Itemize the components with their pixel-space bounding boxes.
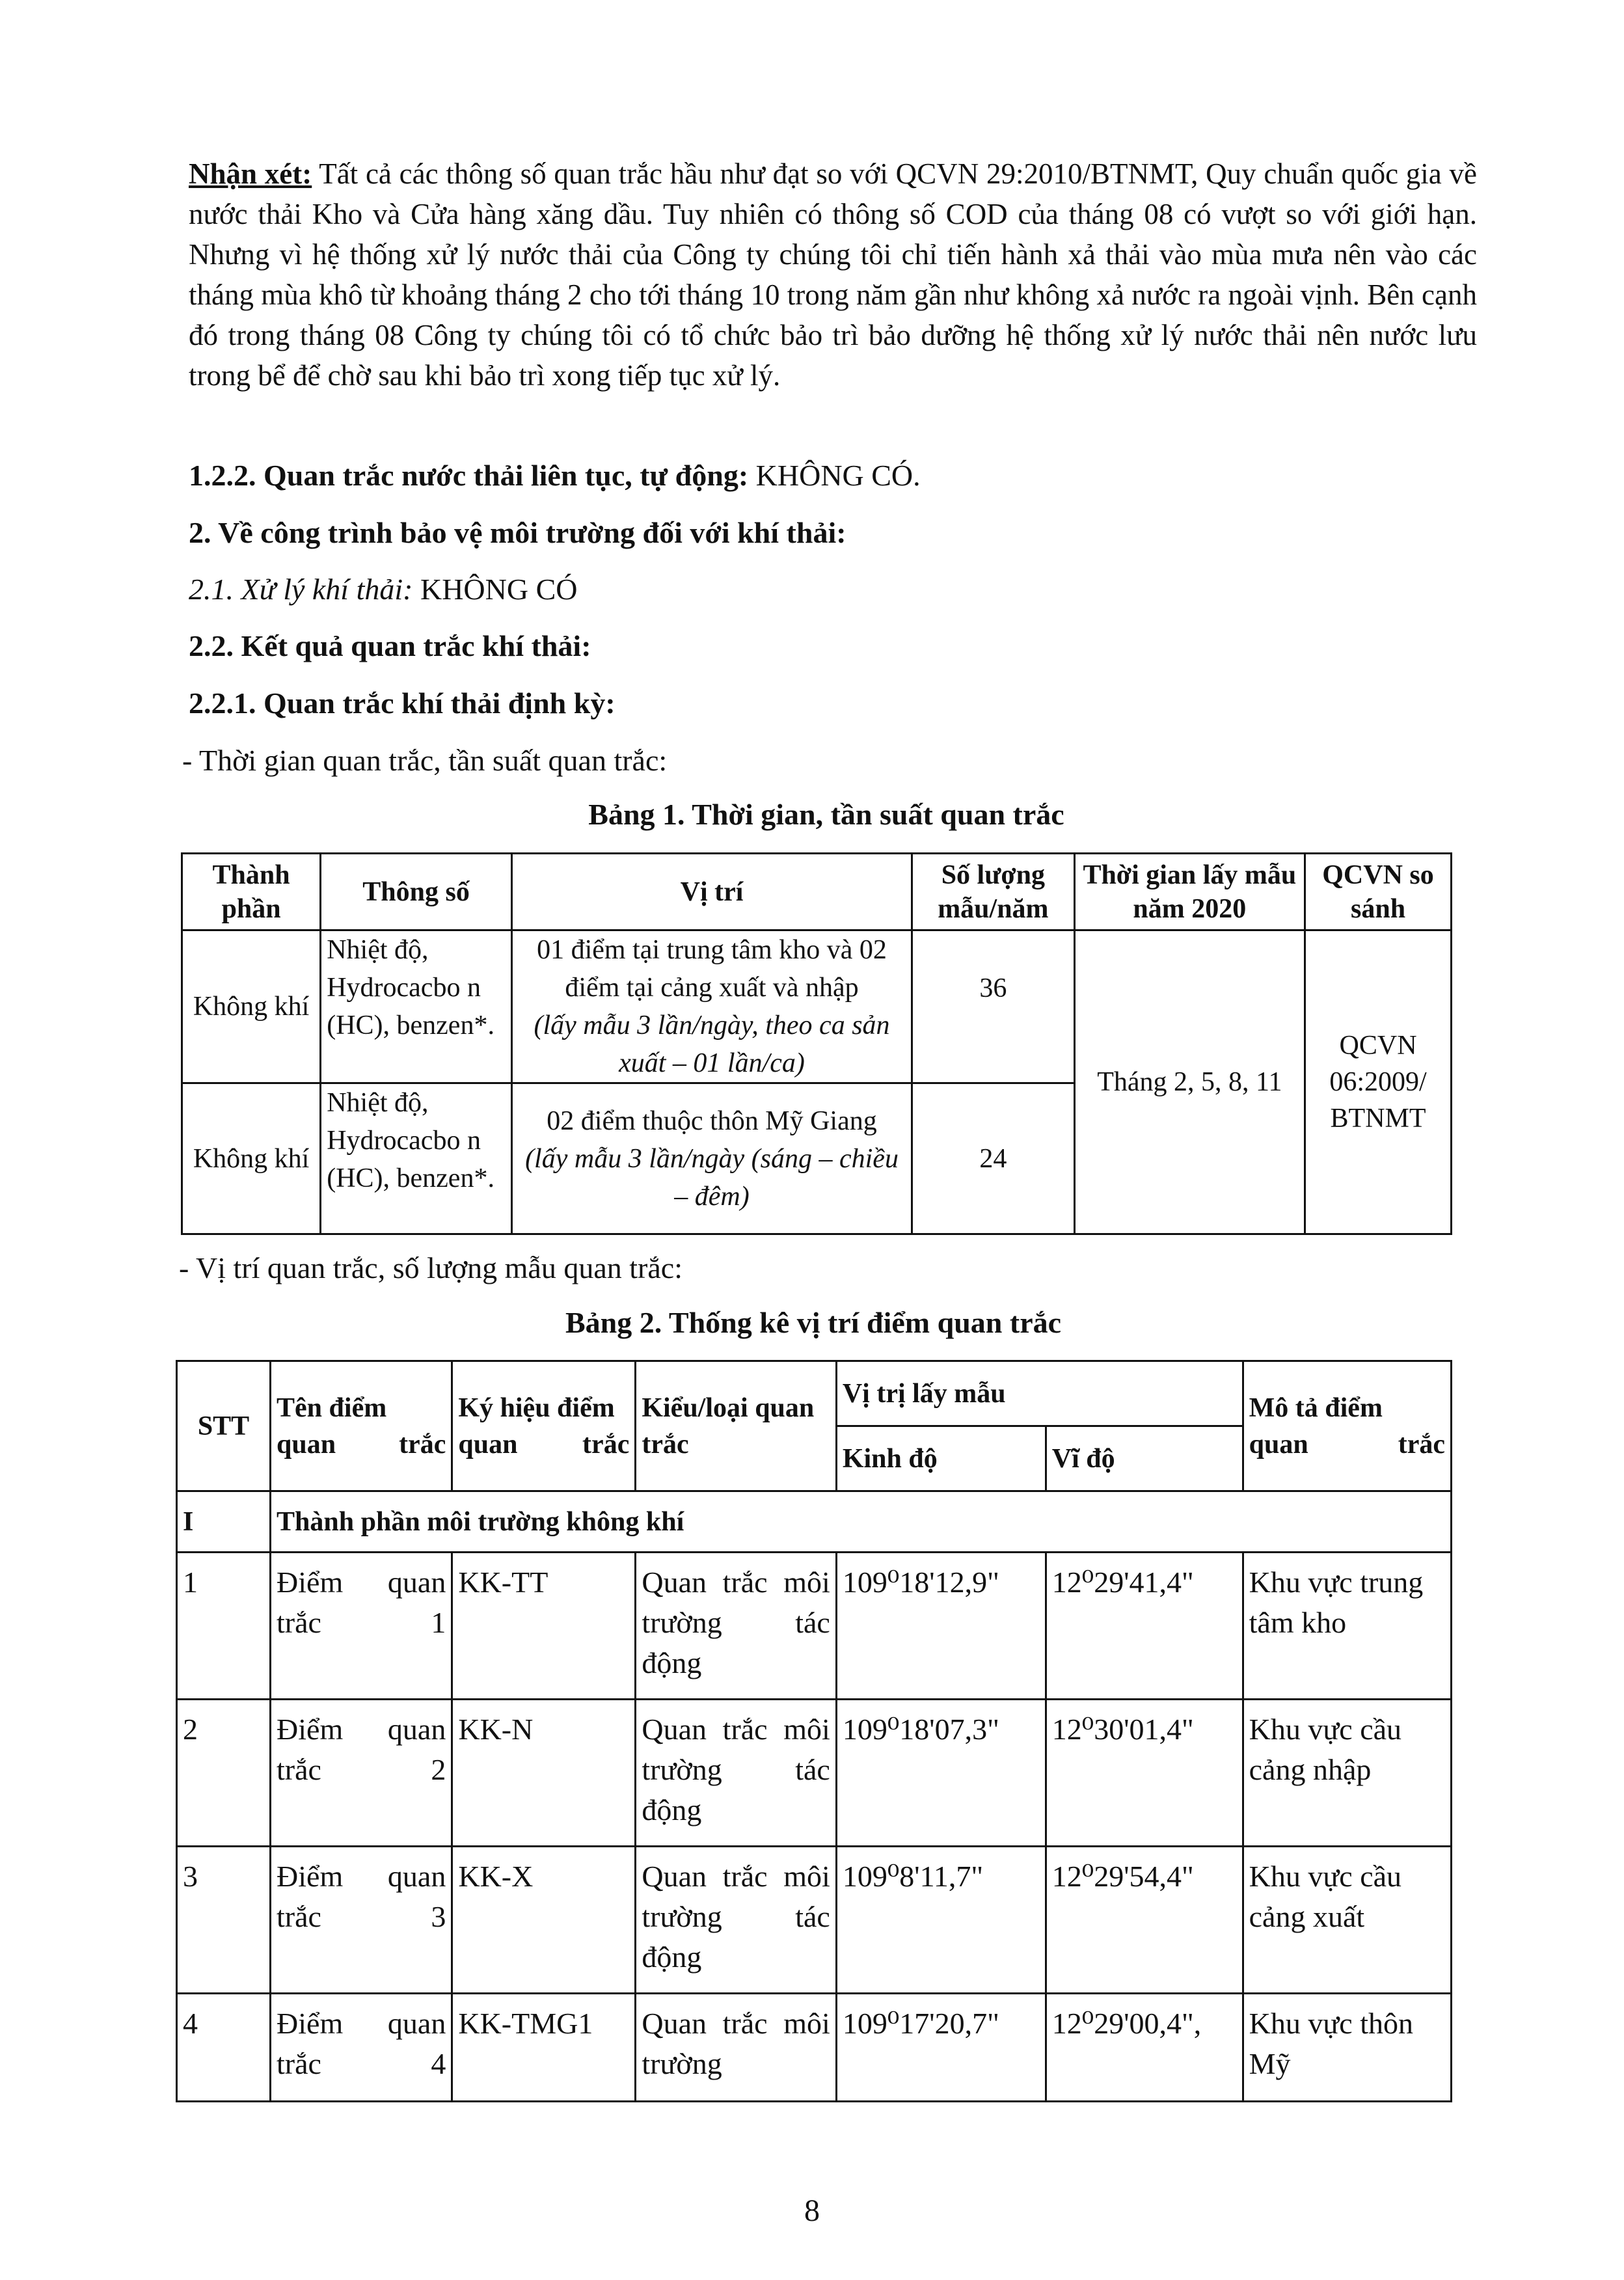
t1-r2-location: 02 điểm thuộc thôn Mỹ Giang — [547, 1106, 877, 1136]
t1-r1-count: 36 — [912, 930, 1075, 1083]
t2-header-location: Vị trị lấy mẫu — [836, 1361, 1243, 1426]
t2-r1-lon: 109⁰18'12,9" — [836, 1553, 1046, 1700]
t2-header-lat: Vĩ độ — [1046, 1426, 1243, 1491]
section-2-1-heading: 2.1. Xử lý khí thải: — [189, 573, 413, 606]
t2-header-stt: STT — [177, 1361, 271, 1491]
table-row — [177, 1994, 1452, 2102]
t2-group-no: I — [177, 1491, 271, 1553]
t2-r4-stt: 4 — [177, 1994, 271, 2102]
t2-r2-code: KK-N — [452, 1700, 636, 1847]
t2-header-code: Ký hiệu điểm quan trắc — [452, 1361, 636, 1491]
t2-r2-lon: 109⁰18'07,3" — [836, 1700, 1046, 1847]
section-2-2-1-heading: 2.2.1. Quan trắc khí thải định kỳ: — [189, 686, 616, 720]
t1-header-count: Số lượng mẫu/năm — [912, 854, 1075, 930]
t2-r3-desc: Khu vực cầu cảng xuất — [1243, 1847, 1451, 1994]
t1-r1-location-cell — [511, 930, 912, 1083]
t2-r3-type: Quan trắc môi trường tác động — [636, 1847, 837, 1994]
t1-header-qcvn: QCVN so sánh — [1305, 854, 1452, 930]
t1-header-location: Vị trí — [511, 854, 912, 930]
table2 — [176, 1360, 1452, 2102]
section-2-1 — [189, 569, 577, 610]
t1-r2-location-cell — [511, 1083, 912, 1234]
t2-r1-name: Điểm quan trắc 1 — [271, 1553, 452, 1700]
t1-r2-count: 24 — [912, 1083, 1075, 1234]
t1-r1-location: 01 điểm tại trung tâm kho và 02 điểm tại cảng xuất và nhập — [537, 935, 887, 1003]
t1-qcvn-merged: QCVN 06:2009/ BTNMT — [1305, 930, 1452, 1234]
section-1-2-2-heading: 1.2.2. Quan trắc nước thải liên tục, tự động: — [189, 459, 749, 492]
t2-r2-type: Quan trắc môi trường tác động — [636, 1700, 837, 1847]
t2-r1-desc: Khu vực trung tâm kho — [1243, 1553, 1451, 1700]
remark-text: Tất cả các thông số quan trắc hầu như đạt so với QCVN 29:2010/BTNMT, Quy chuẩn quốc gia về nước thải Kho và Cửa hàng xăng dầu. Tuy nhiên có thông số COD của tháng 08 có vượt so với giới hạn. Nhưng vì hệ thống xử lý nước thải của Công ty chúng tôi chỉ tiến hành xả thải vào mùa mưa nên vào các tháng mùa khô từ khoảng tháng 2 cho tới tháng 10 trong năm gần như không xả nước ra ngoài vịnh. Bên cạnh đó trong tháng 08 Công ty chúng tôi có tổ chức bảo trì bảo dưỡng hệ thống xử lý nước thải nên nước lưu trong bể để chờ sau khi bảo trì xong tiếp tục xử lý. — [189, 157, 1478, 392]
t1-r1-component: Không khí — [182, 930, 321, 1083]
t2-r2-lat: 12⁰30'01,4" — [1046, 1700, 1243, 1847]
page-number: 8 — [804, 2193, 820, 2228]
t1-r2-component: Không khí — [182, 1083, 321, 1234]
t2-r4-lat: 12⁰29'00,4", — [1046, 1994, 1243, 2102]
t2-r3-code: KK-X — [452, 1847, 636, 1994]
t2-header-lon: Kinh độ — [836, 1426, 1046, 1491]
table-row — [177, 1553, 1452, 1700]
t2-r4-code: KK-TMG1 — [452, 1994, 636, 2102]
t2-r1-stt: 1 — [177, 1553, 271, 1700]
t2-r3-stt: 3 — [177, 1847, 271, 1994]
table-row — [177, 1700, 1452, 1847]
t2-header-name: Tên điểm quan trắc — [271, 1361, 452, 1491]
bullet-location-samples: - Vị trí quan trắc, số lượng mẫu quan trắc: — [179, 1251, 683, 1284]
table2-caption: Bảng 2. Thống kê vị trí điểm quan trắc — [565, 1306, 1062, 1339]
t2-r4-desc: Khu vực thôn Mỹ — [1243, 1994, 1451, 2102]
t2-r4-name: Điểm quan trắc 4 — [271, 1994, 452, 2102]
t1-header-component: Thành phần — [182, 854, 321, 930]
t2-r1-lat: 12⁰29'41,4" — [1046, 1553, 1243, 1700]
section-2-1-value: KHÔNG CÓ — [413, 573, 578, 606]
remark-paragraph — [189, 154, 1477, 396]
t2-r3-name: Điểm quan trắc 3 — [271, 1847, 452, 1994]
t2-group-row — [177, 1491, 1452, 1553]
table1 — [181, 852, 1452, 1235]
t1-r2-location-note: (lấy mẫu 3 lần/ngày (sáng – chiều – đêm) — [525, 1143, 899, 1212]
table1-caption: Bảng 1. Thời gian, tần suất quan trắc — [588, 798, 1064, 831]
t2-r3-lat: 12⁰29'54,4" — [1046, 1847, 1243, 1994]
t2-header-type: Kiểu/loại quan trắc — [636, 1361, 837, 1491]
t1-header-params: Thông số — [321, 854, 512, 930]
t1-r1-location-note: (lấy mẫu 3 lần/ngày, theo ca sản xuất – 01 lần/ca) — [534, 1011, 890, 1078]
section-1-2-2-value: KHÔNG CÓ. — [748, 459, 921, 492]
bullet-time-frequency: - Thời gian quan trắc, tần suất quan trắc: — [182, 744, 668, 777]
t2-r4-type: Quan trắc môi trường — [636, 1994, 837, 2102]
t2-r2-desc: Khu vực cầu cảng nhập — [1243, 1700, 1451, 1847]
t2-r2-name: Điểm quan trắc 2 — [271, 1700, 452, 1847]
t2-r2-stt: 2 — [177, 1700, 271, 1847]
table-row — [177, 1847, 1452, 1994]
section-2-heading: 2. Về công trình bảo vệ môi trường đối với khí thải: — [189, 516, 846, 549]
t2-r4-lon: 109⁰17'20,7" — [836, 1994, 1046, 2102]
t1-time-merged: Tháng 2, 5, 8, 11 — [1074, 930, 1305, 1234]
t1-r2-params: Nhiệt độ, Hydrocacbo n (HC), benzen*. — [321, 1083, 512, 1234]
t1-r1-params: Nhiệt độ, Hydrocacbo n (HC), benzen*. — [321, 930, 512, 1083]
table-row — [182, 930, 1452, 1083]
section-1-2-2 — [189, 455, 921, 496]
t2-r1-type: Quan trắc môi trường tác động — [636, 1553, 837, 1700]
t1-header-time: Thời gian lấy mẫu năm 2020 — [1074, 854, 1305, 930]
remark-label: Nhận xét: — [189, 157, 312, 190]
section-2-2-heading: 2.2. Kết quả quan trắc khí thải: — [189, 629, 591, 662]
t2-group-title: Thành phần môi trường không khí — [271, 1491, 1452, 1553]
t2-r1-code: KK-TT — [452, 1553, 636, 1700]
t2-header-desc: Mô tả điểm quan trắc — [1243, 1361, 1451, 1491]
t2-r3-lon: 109⁰8'11,7" — [836, 1847, 1046, 1994]
